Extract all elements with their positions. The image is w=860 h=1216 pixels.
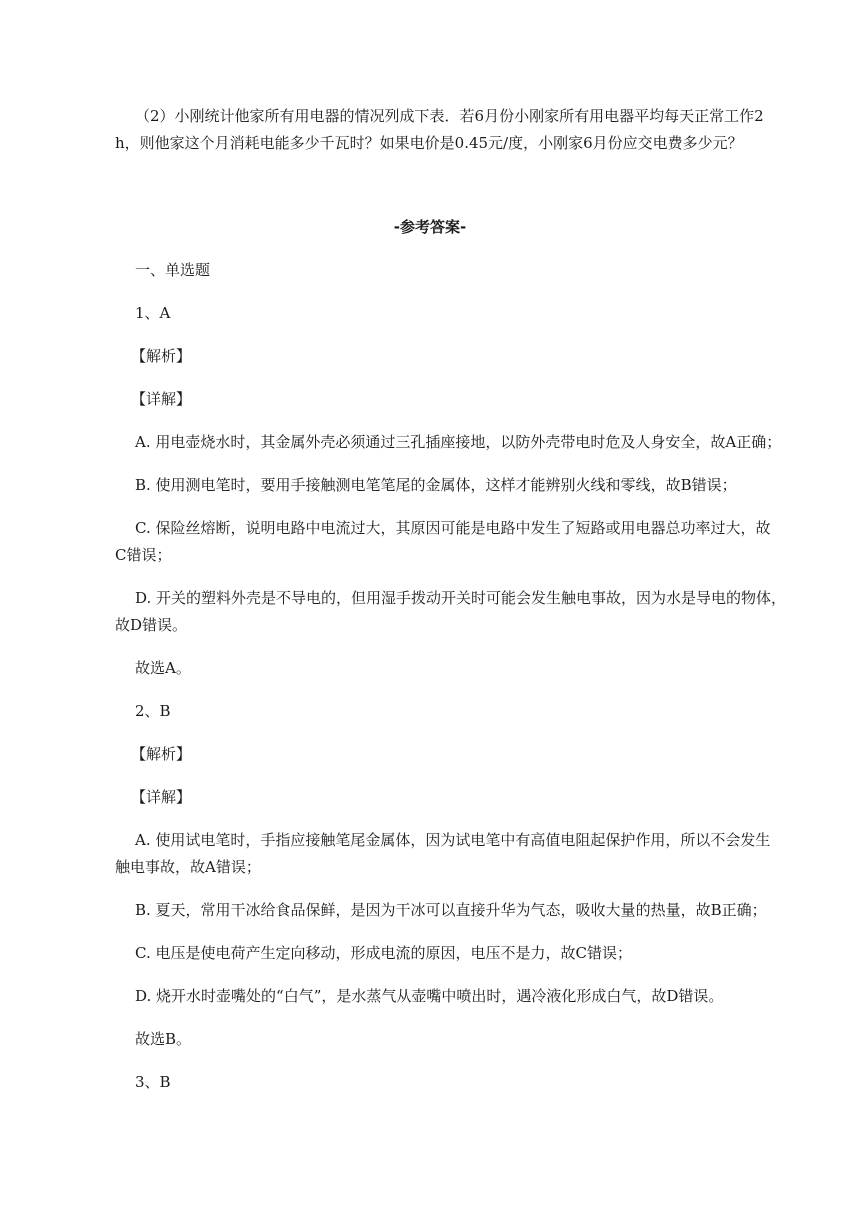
item-1-option-b: B. 使用测电笔时，要用手接触测电笔笔尾的金属体，这样才能辨别火线和零线，故B错误； [135,476,737,494]
item-2-option-d: D. 烧开水时壶嘴处的“白气”，是水蒸气从壶嘴中喷出时，遇冷液化形成白气，故D错误。 [135,987,724,1005]
section-title: 一、单选题 [135,261,211,279]
item-1-conclusion: 故选A。 [135,659,191,677]
item-2-option-a-line2: 触电事故，故A错误； [115,858,261,876]
question-part2-line1: （2）小刚统计他家所有用电器的情况列成下表．若6月份小刚家所有用电器平均每天正常工作2 [135,107,764,125]
item-1-option-c-line1: C. 保险丝熔断，说明电路中电流过大，其原因可能是电路中发生了短路或用电器总功率过大，故 [135,519,771,537]
question-part2-line2: h，则他家这个月消耗电能多少千瓦时？如果电价是0.45元/度，小刚家6月份应交电费多少元？ [115,134,743,152]
item-2-detail-label: 【详解】 [131,788,192,806]
item-1-option-a: A. 用电壶烧水时，其金属外壳必须通过三孔插座接地，以防外壳带电时危及人身安全，故A正确； [135,433,782,451]
item-1-option-c-line2: C错误； [115,546,172,564]
item-2-analysis-label: 【解析】 [131,745,192,763]
item-1-analysis-label: 【解析】 [131,347,192,365]
item-1-number: 1、A [135,304,171,322]
item-1-option-d-line1: D. 开关的塑料外壳是不导电的，但用湿手拨动开关时可能会发生触电事故，因为水是导电的物体， [135,589,787,607]
item-1-option-d-line2: 故D错误。 [115,616,188,634]
item-3-number: 3、B [135,1073,171,1091]
item-2-number: 2、B [135,702,171,720]
item-1-detail-label: 【详解】 [131,390,192,408]
item-2-option-a-line1: A. 使用试电笔时，手指应接触笔尾金属体，因为试电笔中有高值电阻起保护作用，所以不会发生 [135,831,771,849]
item-2-option-c: C. 电压是使电荷产生定向移动，形成电流的原因，电压不是力，故C错误； [135,944,632,962]
item-2-option-b: B. 夏天，常用干冰给食品保鲜，是因为干冰可以直接升华为气态，吸收大量的热量，故B正确； [135,901,767,919]
item-2-conclusion: 故选B。 [135,1030,192,1048]
answers-heading: -参考答案- [393,218,467,236]
